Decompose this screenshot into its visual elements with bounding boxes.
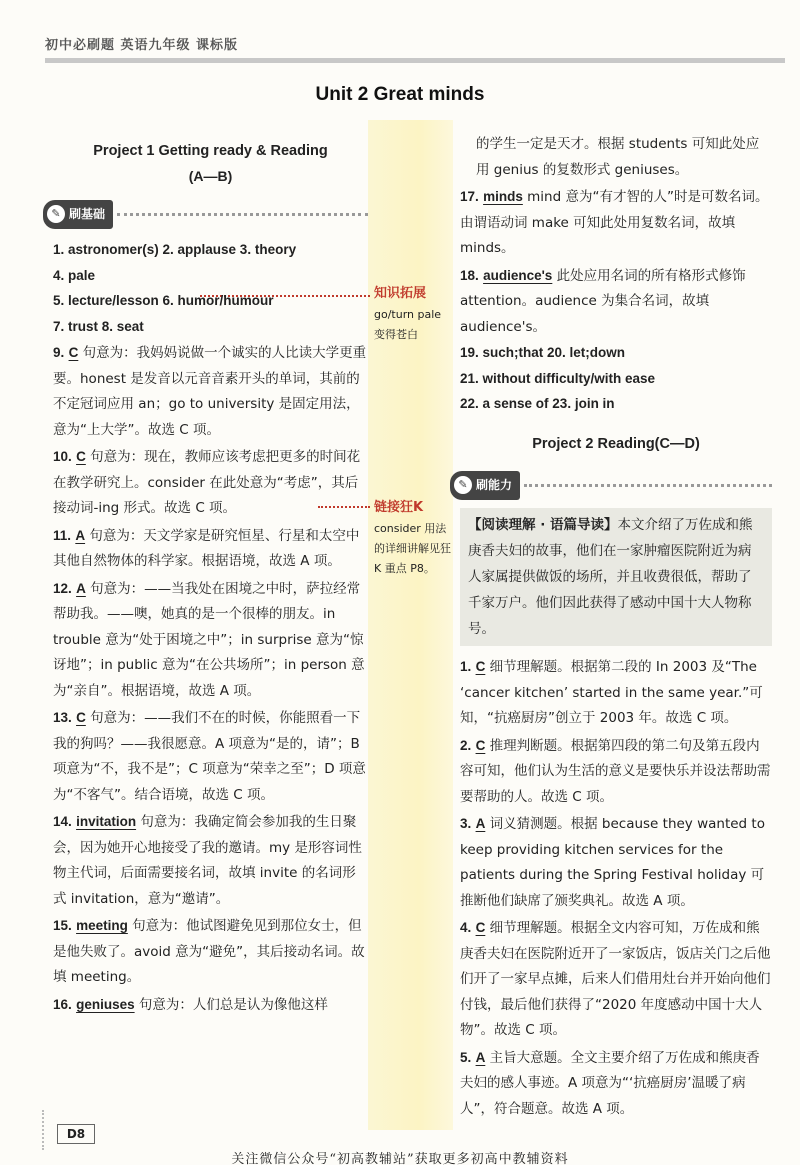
explanation-item: 10. C 句意为：现在，教师应该考虑把更多的时间花在教学研究上。consider 在此处意为“考虑”，其后接动词-ing 形式。故选 C 项。 <box>53 449 361 516</box>
margin-note-title: 链接狂K <box>374 500 424 515</box>
book-icon: ✎ <box>47 205 65 223</box>
page-number: D8 <box>57 1124 95 1144</box>
tag-badge: ✎ 刷能力 <box>450 471 520 501</box>
footer-promo: 关注微信公众号“初高教辅站”获取更多初高中教辅资料 <box>231 1152 569 1165</box>
margin-note-title: 知识拓展 <box>374 286 427 301</box>
margin-note-knowledge <box>374 282 452 345</box>
project-title: Project 1 Getting ready & Reading <box>93 143 328 159</box>
answer-row: 19. such;that 20. let;down <box>460 345 626 360</box>
corner-mark <box>42 1110 44 1150</box>
header-divider <box>45 58 785 63</box>
explanation-item: 14. invitation 句意为：我确定简会参加我的生日聚会，因为她开心地接受了我的邀请。my 是形容词性物主代词，后面需要接名词，故填 invite 的名词形式 invitation，意为“邀请”。 <box>53 814 362 907</box>
book-icon: ✎ <box>454 476 472 494</box>
reading-answer: 5. A 主旨大意题。全文主要介绍了万佐成和熊庚香夫妇的感人事迹。A 项意为“‘抗癌厨房’温暖了病人”，符合题意。故选 A 项。 <box>460 1049 760 1117</box>
answer-row: 7. trust 8. seat <box>53 318 144 334</box>
explanation-item: 18. audience's 此处应用名词的所有格形式修饰 attention。audience 为集合名词，故填 audience's。 <box>460 267 746 335</box>
dotted-divider <box>117 213 368 216</box>
explanation-item: 16. geniuses 句意为：人们总是认为像他这样 <box>53 996 328 1013</box>
guide-label: 【阅读理解 · 语篇导读】 <box>468 517 618 533</box>
dotted-divider <box>524 484 772 487</box>
project-subtitle: (A—B) <box>188 168 233 184</box>
reading-answer: 3. A 词义猜测题。根据 because they wanted to keep providing kitchen services for the patients during the Spring Festival holiday 可推断他们缺席了颁奖典礼。故选 A 项。 <box>460 816 765 909</box>
tag-badge: ✎ 刷基础 <box>43 200 113 230</box>
margin-column <box>368 120 453 1130</box>
reading-answer: 2. C 推理判断题。根据第四段的第二句及第五段内容可知，他们认为生活的意义是要快乐并设法帮助需要帮助的人。故选 C 项。 <box>460 737 771 805</box>
section-tag <box>450 471 772 501</box>
explanation-item: 12. A 句意为：——当我处在困境之中时，萨拉经常帮助我。——噢，她真的是一个很棒的朋友。in trouble 意为“处于困境之中”；in surprise 意为“惊讶地”；in public 意为“在公共场所”；in person 意为“亲自”。根据语境，故选 A 项。 <box>53 580 365 699</box>
guide-text: 本文介绍了万佐成和熊庚香夫妇的故事，他们在一家肿瘤医院附近为病人家属提供做饭的场所，并且收费很低，帮助了千家万户。他们因此获得了感动中国十大人物称号。 <box>468 517 753 637</box>
project-title: Project 2 Reading(C—D) <box>532 435 700 452</box>
reading-guide-box <box>460 508 772 646</box>
answer-row: 4. pale <box>53 267 96 283</box>
answer-row: 22. a sense of 23. join in <box>460 396 615 411</box>
section-tag <box>43 200 368 230</box>
right-column <box>460 132 772 1122</box>
explanation-item: 13. C 句意为：——我们不在的时候，你能照看一下我的狗吗？——我很愿意。A 项意为“是的，请”；B 项意为“不，我不是”；C 项意为“荣幸之至”；D 项意为“不客气”。结合语境，故选 C 项。 <box>53 710 366 803</box>
unit-title: Unit 2 Great minds <box>315 84 485 105</box>
series-title: 初中必刷题 英语九年级 课标版 <box>45 38 239 53</box>
explanation-item: 15. meeting 句意为：他试图避免见到那位女士，但是他失败了。avoid 意为“避免”，其后接动名词。故填 meeting。 <box>53 918 365 985</box>
reading-answer: 4. C 细节理解题。根据全文内容可知，万佐成和熊庚香夫妇在医院附近开了一家饭店，饭店关门之后他们开了一家早点摊，后来人们借用灶台并开始向他们付钱，最后他们获得了“2020 年度感动中国十大人物”。故选 C 项。 <box>460 920 771 1038</box>
answer-row: 1. astronomer(s) 2. applause 3. theory <box>53 242 297 257</box>
reading-answer: 1. C 细节理解题。根据第二段的 In 2003 及“The ‘cancer kitchen’ started in the same year.”可知，“抗癌厨房”创立于 2003 年。故选 C 项。 <box>460 659 763 726</box>
explanation-item: 17. minds mind 意为“有才智的人”时是可数名词。由谓语动词 make 可知此处用复数名词，故填 minds。 <box>460 189 769 256</box>
left-column <box>53 138 368 1018</box>
answer-row: 5. lecture/lesson 6. humor/humour <box>53 293 274 308</box>
margin-note-text: go/turn pale 变得苍白 <box>374 308 442 341</box>
continuation-text: 的学生一定是天才。根据 students 可知此处应用 genius 的复数形式 geniuses。 <box>476 136 760 178</box>
margin-note-link <box>374 496 452 579</box>
answer-row: 21. without difficulty/with ease <box>460 370 656 386</box>
explanation-item: 9. C 句意为：我妈妈说做一个诚实的人比读大学更重要。honest 是发音以元音音素开头的单词，其前的不定冠词应用 an；go to university 是固定用法，意为“上大学”。故选 C 项。 <box>53 345 367 438</box>
explanation-item: 11. A 句意为：天文学家是研究恒星、行星和太空中其他自然物体的科学家。根据语境，故选 A 项。 <box>53 527 360 569</box>
margin-note-text: consider 用法的详细讲解见狂 K 重点 P8。 <box>374 522 451 575</box>
